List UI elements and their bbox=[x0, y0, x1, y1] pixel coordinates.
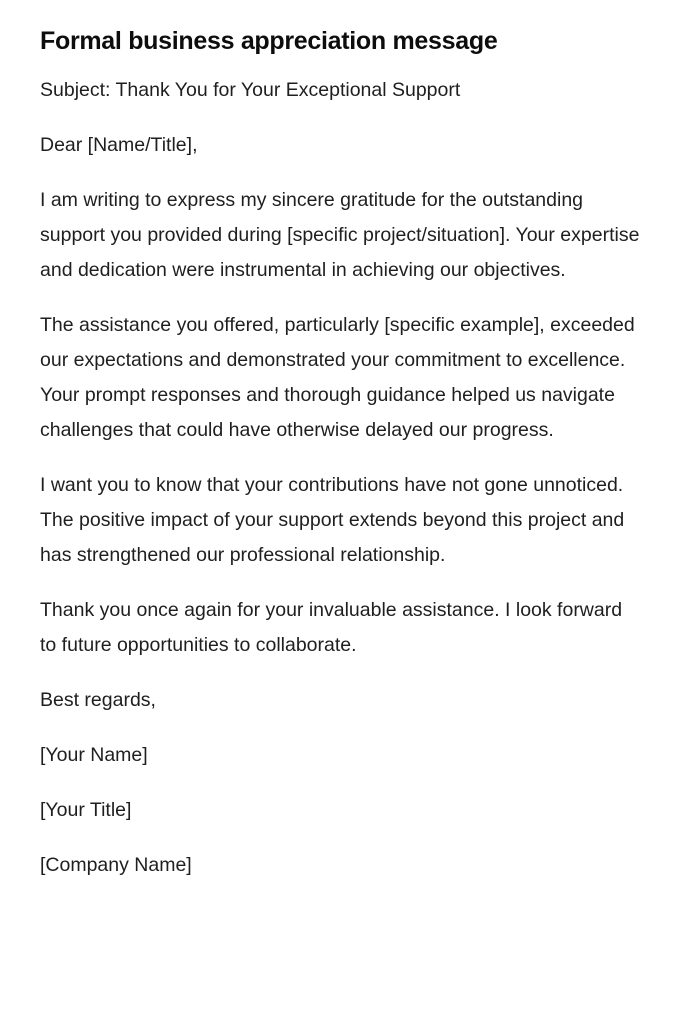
signature-name: [Your Name] bbox=[40, 744, 148, 766]
signature-title: [Your Title] bbox=[40, 799, 132, 821]
salutation: Dear [Name/Title], bbox=[40, 134, 198, 156]
body-paragraph-1: I am writing to express my sincere gratitude for the outstanding support you provided during [specific project/situation]. Your expertise and dedication were instrumental in achieving our objectives. bbox=[40, 189, 640, 281]
body-paragraph-3: I want you to know that your contributions have not gone unnoticed. The positive impact of your support extends beyond this project and has strengthened our professional relationship. bbox=[40, 474, 625, 566]
body-paragraph-4: Thank you once again for your invaluable assistance. I look forward to future opportunities to collaborate. bbox=[40, 599, 623, 656]
page-title: Formal business appreciation message bbox=[40, 27, 498, 55]
subject-line: Subject: Thank You for Your Exceptional Support bbox=[40, 79, 461, 101]
closing-line: Best regards, bbox=[40, 689, 156, 711]
signature-company: [Company Name] bbox=[40, 854, 192, 876]
body-paragraph-2: The assistance you offered, particularly [specific example], exceeded our expectations and demonstrated your commitment to excellence. Your prompt responses and thorough guidance helped us navigate challenges that could have otherwise delayed our progress. bbox=[40, 314, 635, 441]
